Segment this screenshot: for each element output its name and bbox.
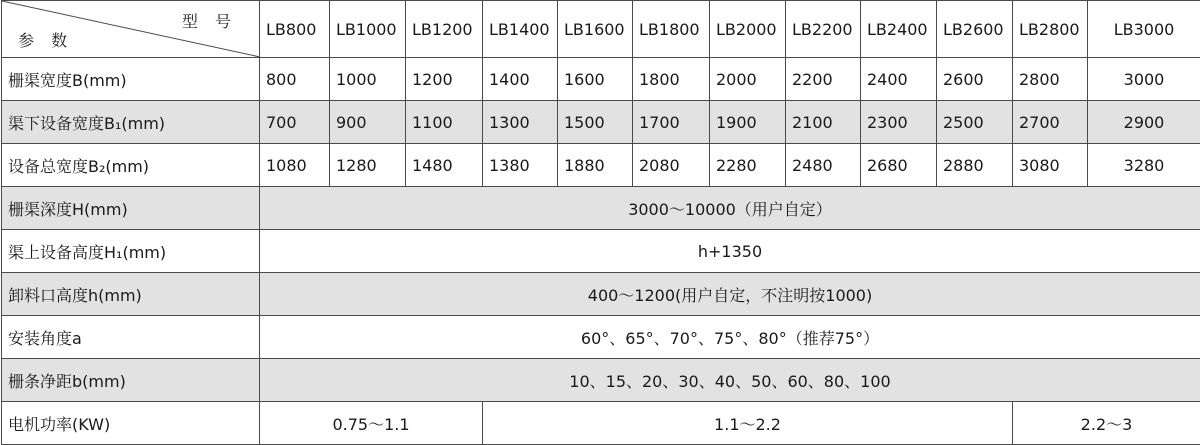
value-cell: 900	[330, 101, 406, 144]
table-row	[2, 144, 1200, 187]
row-label: 栅渠深度H(mm)	[2, 187, 260, 230]
model-cell: LB1200	[406, 1, 483, 58]
table-row	[2, 58, 1200, 101]
value-cell: 2100	[786, 101, 861, 144]
table-row	[2, 359, 1200, 402]
value-cell: 2280	[710, 144, 786, 187]
row-label: 渠上设备高度H₁(mm)	[2, 230, 260, 273]
table-row	[2, 230, 1200, 273]
row-label: 栅渠宽度B(mm)	[2, 58, 260, 101]
model-cell: LB1600	[558, 1, 633, 58]
value-cell: 700	[260, 101, 330, 144]
value-cell: 1500	[558, 101, 633, 144]
merged-value-cell: 400～1200(用户自定，不注明按1000)	[260, 273, 1200, 316]
value-cell: 1480	[406, 144, 483, 187]
value-cell: 2400	[861, 58, 937, 101]
model-cell: LB2400	[861, 1, 937, 58]
spec-table	[1, 0, 1200, 445]
value-cell: 1400	[483, 58, 558, 101]
value-cell: 2200	[786, 58, 861, 101]
table-row	[2, 402, 1200, 445]
model-cell: LB2600	[937, 1, 1013, 58]
value-cell: 1880	[558, 144, 633, 187]
value-cell: 2480	[786, 144, 861, 187]
power-value-cell: 0.75～1.1	[260, 402, 483, 445]
table-row	[2, 101, 1200, 144]
value-cell: 1300	[483, 101, 558, 144]
value-cell: 1100	[406, 101, 483, 144]
value-cell: 2080	[633, 144, 710, 187]
table-row	[2, 187, 1200, 230]
header-row	[2, 1, 1200, 58]
value-cell: 2800	[1013, 58, 1088, 101]
value-cell: 2700	[1013, 101, 1088, 144]
value-cell: 1280	[330, 144, 406, 187]
power-value-cell: 2.2～3	[1013, 402, 1200, 445]
value-cell: 2300	[861, 101, 937, 144]
value-cell: 1200	[406, 58, 483, 101]
value-cell: 3080	[1013, 144, 1088, 187]
value-cell: 1600	[558, 58, 633, 101]
value-cell: 2680	[861, 144, 937, 187]
value-cell: 3280	[1088, 144, 1200, 187]
value-cell: 800	[260, 58, 330, 101]
model-cell: LB2200	[786, 1, 861, 58]
row-label: 设备总宽度B₂(mm)	[2, 144, 260, 187]
row-label: 渠下设备宽度B₁(mm)	[2, 101, 260, 144]
value-cell: 1080	[260, 144, 330, 187]
model-cell: LB1000	[330, 1, 406, 58]
model-header-label: 型 号	[182, 9, 237, 32]
merged-value-cell: 60°、65°、70°、75°、80°（推荐75°）	[260, 316, 1200, 359]
value-cell: 2880	[937, 144, 1013, 187]
table-row	[2, 273, 1200, 316]
value-cell: 2000	[710, 58, 786, 101]
model-cell: LB2800	[1013, 1, 1088, 58]
param-header-label: 参 数	[18, 28, 73, 51]
header-corner-cell	[2, 1, 260, 58]
merged-value-cell: h+1350	[260, 230, 1200, 273]
value-cell: 3000	[1088, 58, 1200, 101]
power-value-cell: 1.1～2.2	[483, 402, 1013, 445]
row-label: 安装角度a	[2, 316, 260, 359]
model-cell: LB1400	[483, 1, 558, 58]
row-label: 卸料口高度h(mm)	[2, 273, 260, 316]
model-cell: LB3000	[1088, 1, 1200, 58]
model-cell: LB1800	[633, 1, 710, 58]
row-label: 电机功率(KW)	[2, 402, 260, 445]
value-cell: 2600	[937, 58, 1013, 101]
merged-value-cell: 10、15、20、30、40、50、60、80、100	[260, 359, 1200, 402]
row-label: 栅条净距b(mm)	[2, 359, 260, 402]
value-cell: 2900	[1088, 101, 1200, 144]
merged-value-cell: 3000～10000（用户自定）	[260, 187, 1200, 230]
value-cell: 1380	[483, 144, 558, 187]
value-cell: 1000	[330, 58, 406, 101]
model-cell: LB800	[260, 1, 330, 58]
value-cell: 1900	[710, 101, 786, 144]
value-cell: 1800	[633, 58, 710, 101]
value-cell: 2500	[937, 101, 1013, 144]
model-cell: LB2000	[710, 1, 786, 58]
value-cell: 1700	[633, 101, 710, 144]
table-row	[2, 316, 1200, 359]
